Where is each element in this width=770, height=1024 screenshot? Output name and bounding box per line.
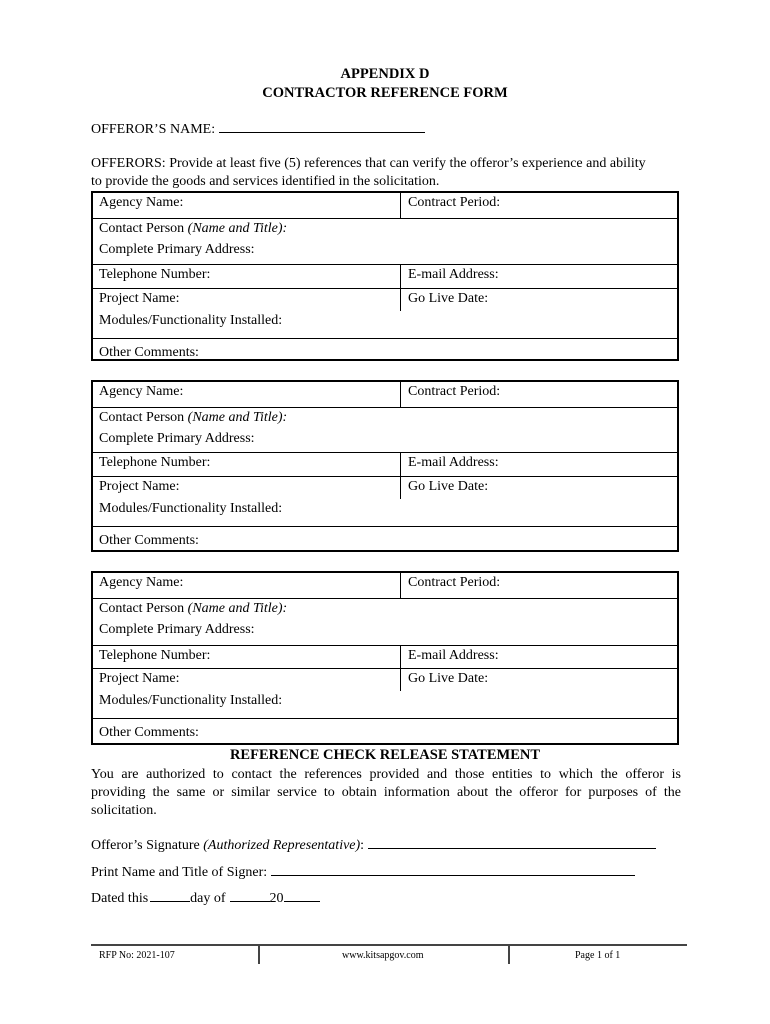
other-comments-field[interactable]: Other Comments:	[99, 345, 199, 360]
print-name-line	[91, 863, 635, 881]
telephone-field[interactable]: Telephone Number:	[99, 455, 211, 470]
email-field[interactable]: E-mail Address:	[408, 455, 499, 470]
footer-page-number: Page 1 of 1	[575, 950, 621, 961]
project-name-field[interactable]: Project Name:	[99, 291, 180, 306]
email-field[interactable]: E-mail Address:	[408, 648, 499, 663]
month-field[interactable]	[230, 889, 270, 902]
signature-line	[91, 836, 656, 854]
signature-label: Offeror’s Signature	[91, 838, 200, 853]
dated-line	[91, 889, 320, 907]
agency-name-field[interactable]: Agency Name:	[99, 384, 184, 399]
contact-person-field[interactable]: Contact Person (Name and Title):	[99, 410, 288, 425]
offeror-name-label: OFFEROR’S NAME:	[91, 122, 216, 137]
page-footer	[91, 944, 687, 966]
contract-period-field[interactable]: Contract Period:	[408, 384, 501, 399]
form-title: CONTRACTOR REFERENCE FORM	[262, 85, 508, 101]
modules-field[interactable]: Modules/Functionality Installed:	[99, 313, 283, 328]
reference-table-3	[91, 571, 679, 745]
agency-name-field[interactable]: Agency Name:	[99, 575, 184, 590]
release-heading: REFERENCE CHECK RELEASE STATEMENT	[229, 747, 541, 763]
offeror-name-line	[91, 120, 425, 138]
telephone-field[interactable]: Telephone Number:	[99, 648, 211, 663]
agency-name-field[interactable]: Agency Name:	[99, 195, 184, 210]
contract-period-field[interactable]: Contract Period:	[408, 195, 501, 210]
contract-period-field[interactable]: Contract Period:	[408, 575, 501, 590]
year-prefix-label: 20	[269, 891, 284, 906]
print-name-field[interactable]	[271, 863, 635, 876]
primary-address-field[interactable]: Complete Primary Address:	[99, 431, 255, 446]
primary-address-field[interactable]: Complete Primary Address:	[99, 242, 255, 257]
offeror-name-field[interactable]	[219, 120, 425, 133]
year-field[interactable]	[284, 889, 320, 902]
instructions-line-1: OFFERORS: Provide at least five (5) references that can verify the offeror’s experience and ability	[91, 156, 646, 171]
contact-person-field[interactable]: Contact Person (Name and Title):	[99, 601, 288, 616]
modules-field[interactable]: Modules/Functionality Installed:	[99, 501, 283, 516]
go-live-field[interactable]: Go Live Date:	[408, 671, 489, 686]
telephone-field[interactable]: Telephone Number:	[99, 267, 211, 282]
day-field[interactable]	[150, 889, 190, 902]
project-name-field[interactable]: Project Name:	[99, 671, 180, 686]
contact-person-field[interactable]: Contact Person (Name and Title):	[99, 221, 288, 236]
reference-table-2	[91, 380, 679, 552]
day-of-label: day of	[190, 891, 226, 906]
other-comments-field[interactable]: Other Comments:	[99, 725, 199, 740]
go-live-field[interactable]: Go Live Date:	[408, 479, 489, 494]
primary-address-field[interactable]: Complete Primary Address:	[99, 622, 255, 637]
go-live-field[interactable]: Go Live Date:	[408, 291, 489, 306]
release-line-3: solicitation.	[91, 803, 157, 818]
reference-table-1	[91, 191, 679, 361]
release-line-2: providing the same or similar service to obtain information about the offeror for purposes of the	[91, 785, 681, 800]
signature-label-detail: (Authorized Representative)	[203, 838, 361, 853]
footer-rfp-number: RFP No: 2021-107	[99, 950, 175, 961]
modules-field[interactable]: Modules/Functionality Installed:	[99, 693, 283, 708]
footer-website: www.kitsapgov.com	[342, 950, 424, 961]
email-field[interactable]: E-mail Address:	[408, 267, 499, 282]
dated-this-label: Dated this	[91, 891, 149, 906]
signature-field[interactable]	[368, 836, 656, 849]
project-name-field[interactable]: Project Name:	[99, 479, 180, 494]
instructions-line-2: to provide the goods and services identified in the solicitation.	[91, 174, 440, 189]
print-name-label: Print Name and Title of Signer:	[91, 865, 268, 880]
release-line-1: You are authorized to contact the references provided and those entities to which the offeror is	[91, 767, 681, 782]
appendix-label: APPENDIX D	[340, 66, 430, 82]
other-comments-field[interactable]: Other Comments:	[99, 533, 199, 548]
signature-colon: :	[360, 838, 365, 853]
